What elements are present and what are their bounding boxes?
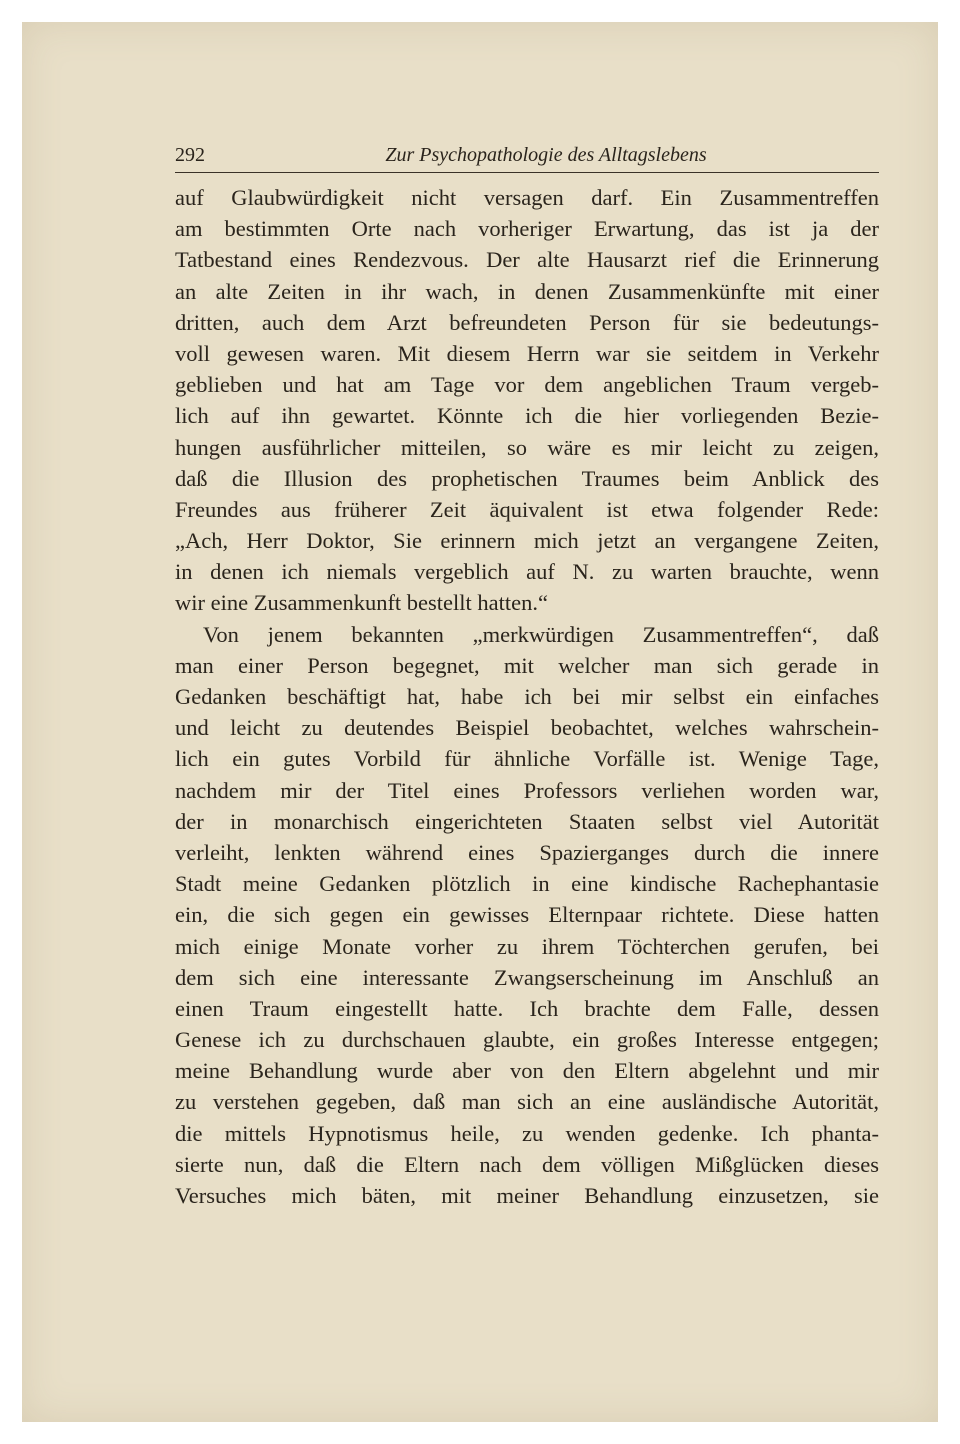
text-line: der in monarchisch eingerichteten Staaten selbst viel Autorität: [175, 808, 879, 834]
text-line: und leicht zu deutendes Beispiel beobachtet, welches wahrschein-: [175, 715, 879, 741]
text-line: mich einige Monate vorher zu ihrem Töchterchen gerufen, bei: [175, 933, 879, 959]
text-line: dritten, auch dem Arzt befreundeten Person für sie bedeutungs-: [175, 309, 879, 335]
text-line: zu verstehen gegeben, daß man sich an eine ausländische Autorität,: [175, 1089, 879, 1115]
text-line: Gedanken beschäftigt hat, habe ich bei mir selbst ein einfaches: [175, 684, 879, 709]
running-title: Zur Psychopathologie des Alltagslebens: [385, 144, 707, 166]
text-line: wir eine Zusammenkunft bestellt hatten.“: [175, 590, 549, 616]
text-line: einen Traum eingestellt hatte. Ich brachte dem Falle, dessen: [175, 995, 879, 1021]
running-header: [175, 142, 877, 168]
text-line: am bestimmten Orte nach vorheriger Erwartung, das ist ja der: [175, 216, 879, 242]
text-line: lich ein gutes Vorbild für ähnliche Vorfälle ist. Wenige Tage,: [175, 746, 879, 772]
text-line: „Ach, Herr Doktor, Sie erinnern mich jetzt an vergangene Zeiten,: [175, 528, 879, 554]
text-line: voll gewesen waren. Mit diesem Herrn war sie seitdem in Verkehr: [175, 340, 879, 366]
text-line: lich auf ihn gewartet. Könnte ich die hier vorliegenden Bezie-: [175, 403, 879, 429]
text-line: Genese ich zu durchschauen glaubte, ein großes Interesse entgegen;: [175, 1027, 879, 1053]
text-line: verleiht, lenkten während eines Spazierganges durch die innere: [175, 839, 879, 865]
page-number: 292: [175, 144, 205, 166]
text-line: Tatbestand eines Rendezvous. Der alte Hausarzt rief die Erinnerung: [175, 247, 879, 273]
text-line: ein, die sich gegen ein gewisses Elternpaar richtete. Diese hatten: [175, 902, 879, 928]
text-line: meine Behandlung wurde aber von den Eltern abgelehnt und mir: [175, 1058, 879, 1084]
text-line: Versuches mich bäten, mit meiner Behandlung einzusetzen, sie: [175, 1183, 879, 1208]
text-line: an alte Zeiten in ihr wach, in denen Zusammenkünfte mit einer: [175, 278, 879, 304]
text-line: daß die Illusion des prophetischen Traumes beim Anblick des: [175, 465, 879, 491]
text-line: dem sich eine interessante Zwangserscheinung im Anschluß an: [175, 964, 879, 990]
body-text: [175, 182, 879, 1211]
text-line: hungen ausführlicher mitteilen, so wäre es mir leicht zu zeigen,: [175, 434, 879, 460]
text-line: auf Glaubwürdigkeit nicht versagen darf. Ein Zusammentreffen: [175, 185, 879, 210]
text-line: in denen ich niemals vergeblich auf N. zu warten brauchte, wenn: [175, 559, 879, 585]
text-line: man einer Person begegnet, mit welcher man sich gerade in: [175, 652, 879, 678]
text-line: Stadt meine Gedanken plötzlich in eine kindische Rachephantasie: [175, 871, 879, 897]
text-line: nachdem mir der Titel eines Professors verliehen worden war,: [175, 777, 879, 803]
text-line: Freundes aus früherer Zeit äquivalent ist etwa folgender Rede:: [175, 496, 879, 522]
text-line: die mittels Hypnotismus heile, zu wenden gedenke. Ich phanta-: [175, 1120, 879, 1146]
text-line: geblieben und hat am Tage vor dem angeblichen Traum vergeb-: [175, 372, 879, 398]
header-rule: [175, 172, 879, 173]
text-line: Von jenem bekannten „merkwürdigen Zusammentreffen“, daß: [203, 621, 879, 647]
text-line: sierte nun, daß die Eltern nach dem völligen Mißglücken dieses: [175, 1151, 879, 1177]
